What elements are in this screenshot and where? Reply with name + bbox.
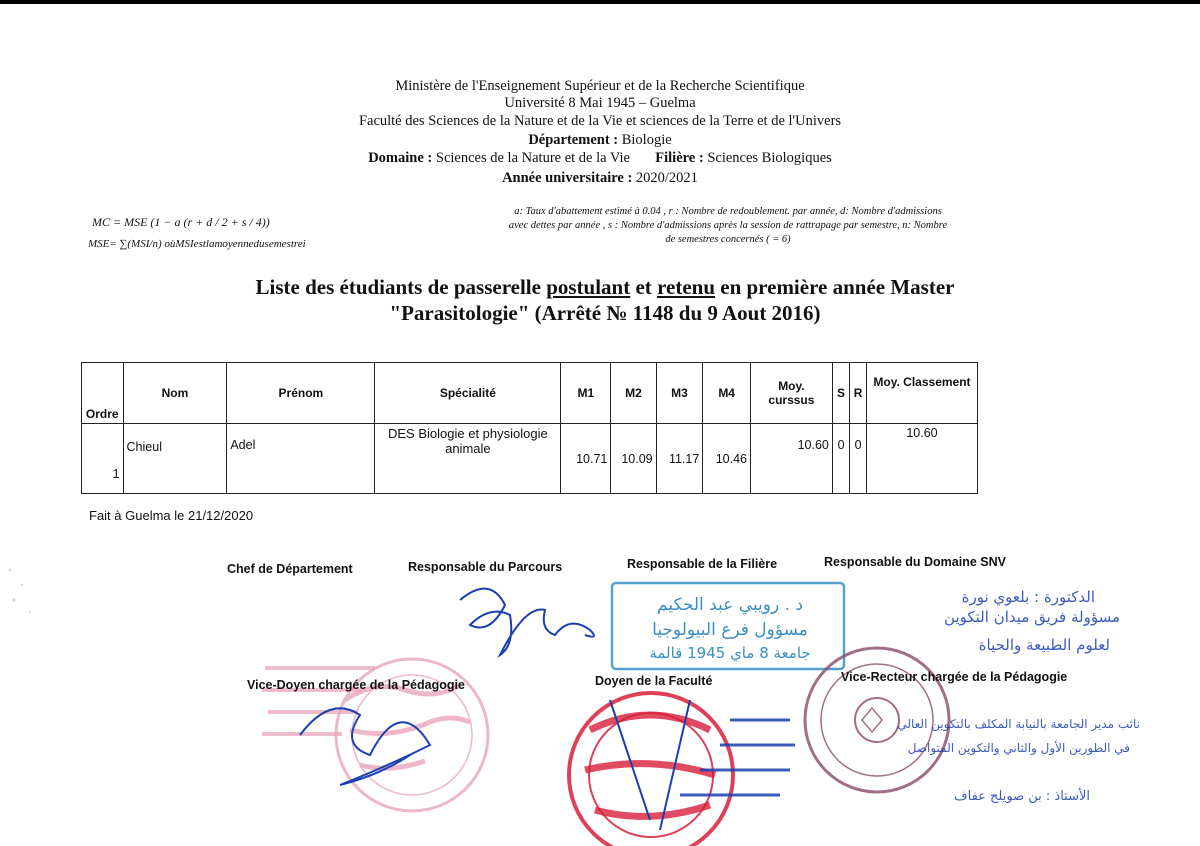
- sig-label-vice-recteur: Vice-Recteur chargée de la Pédagogie: [841, 670, 1068, 684]
- filiere-stamp: [612, 583, 844, 669]
- header-m1: M1: [561, 363, 611, 424]
- domaine-sig-line-1: الدكتورة : بلعوي نورة: [961, 588, 1095, 606]
- cell-m2: 10.09: [611, 424, 656, 494]
- title-part-2: et: [630, 275, 658, 299]
- sig-label-vice-doyen: Vice-Doyen chargée de la Pédagogie: [247, 678, 465, 692]
- doyen-signature-block: [680, 720, 795, 795]
- table-row: [82, 424, 978, 494]
- title-line-1: [0, 274, 1200, 300]
- legend-line-3: de semestres concernés ( = 6): [665, 234, 791, 245]
- ministry-line: Ministère de l'Enseignement Supérieur et de la Recherche Scientifique: [395, 78, 805, 94]
- recteur-sig-line-2: في الطورين الأول والثاني والتكوين المتواصل: [907, 741, 1130, 755]
- title-part-1: Liste des étudiants de passerelle: [255, 275, 547, 299]
- cell-m1: 10.71: [561, 424, 611, 494]
- header-m4: M4: [703, 363, 751, 424]
- sig-label-responsable-domaine: Responsable du Domaine SNV: [824, 555, 1006, 569]
- header-nom: Nom: [123, 363, 227, 424]
- domain-label: Domaine :: [368, 150, 433, 166]
- header-prenom: Prénom: [227, 363, 375, 424]
- scan-noise: [9, 569, 32, 614]
- header-r: R: [850, 363, 867, 424]
- faculty-line: Faculté des Sciences de la Nature et de la Vie et sciences de la Terre et de l'Univers: [358, 113, 842, 129]
- header-moy-cursus: Moy. curssus: [750, 363, 832, 424]
- legend-line-2: avec dettes par année , s : Nombre d'admissions après la session de rattrapage par semestre, n: Nombre: [508, 220, 948, 231]
- header-m3: M3: [656, 363, 703, 424]
- recteur-sig-line-3: الأستاذ : بن صويلح عفاف: [954, 789, 1090, 804]
- domaine-sig-line-3: لعلوم الطبيعة والحياة: [978, 636, 1110, 654]
- department-value: Biologie: [621, 132, 672, 148]
- cell-moy-cursus: 10.60: [750, 424, 832, 494]
- cell-ordre: 1: [82, 424, 124, 494]
- header-specialite: Spécialité: [375, 363, 561, 424]
- year-label: Année universitaire :: [502, 170, 633, 186]
- department-line: [0, 131, 1200, 149]
- year-value: 2020/2021: [635, 170, 698, 186]
- sig-label-responsable-filiere: Responsable de la Filière: [627, 557, 778, 571]
- filiere-stamp-line-2: مسؤول فرع البيولوجيا: [652, 620, 808, 640]
- filiere-value: Sciences Biologiques: [707, 150, 832, 166]
- formula-mc: MC = MSE (1 − a (r + d / 2 + s / 4)): [92, 215, 270, 229]
- parcours-signature: [460, 589, 594, 655]
- filiere-stamp-line-1: د . رويبي عبد الحكيم: [657, 595, 803, 615]
- recteur-sig-line-1: نائب مدير الجامعة بالنيابة المكلف بالتكوين العالي: [897, 717, 1140, 731]
- header-moy-classement: Moy. Classement: [866, 363, 977, 424]
- scan-top-edge: [0, 0, 1200, 4]
- cell-r: 0: [850, 424, 867, 494]
- cell-prenom: Adel: [227, 424, 375, 494]
- header-s: S: [832, 363, 849, 424]
- sig-label-chef-departement: Chef de Département: [227, 562, 353, 576]
- header-ordre: Ordre: [82, 363, 124, 424]
- domaine-signature: [944, 588, 1120, 654]
- cell-nom: Chieul: [123, 424, 227, 494]
- domain-value: Sciences de la Nature et de la Vie: [435, 150, 630, 166]
- title-postulant: postulant: [546, 275, 631, 299]
- cell-s: 0: [832, 424, 849, 494]
- place-date-line: Fait à Guelma le 21/12/2020: [89, 508, 254, 523]
- students-table: [81, 362, 978, 494]
- domaine-sig-line-2: مسؤولة فريق ميدان التكوين: [944, 608, 1120, 626]
- filiere-label: Filière :: [655, 150, 704, 166]
- title-line-2: "Parasitologie" (Arrêté № 1148 du 9 Aout 2016): [389, 301, 821, 325]
- sig-label-doyen: Doyen de la Faculté: [595, 674, 713, 688]
- domain-line: [0, 149, 1200, 167]
- cell-m4: 10.46: [703, 424, 751, 494]
- legend-line-1: a: Taux d'abattement estimé à 0.04 , r : Nombre de redoublement. par année, d: Nombre d'admissions: [514, 206, 942, 217]
- vice-doyen-signature: [300, 708, 430, 785]
- department-label: Département :: [528, 132, 619, 148]
- table-header-row: [82, 363, 978, 424]
- cell-specialite: DES Biologie et physiologie animale: [375, 424, 561, 494]
- cell-moy-classement: 10.60: [866, 424, 977, 494]
- formula-legend: [468, 205, 988, 247]
- cell-m3: 11.17: [656, 424, 703, 494]
- year-line: [0, 169, 1200, 187]
- university-line: Université 8 Mai 1945 – Guelma: [504, 95, 696, 111]
- filiere-stamp-line-3: جامعة 8 ماي 1945 قالمة: [649, 644, 811, 662]
- document-title: [0, 274, 1200, 326]
- title-part-3: en première année Master: [715, 275, 955, 299]
- header-m2: M2: [611, 363, 656, 424]
- title-retenu: retenu: [657, 275, 715, 299]
- sig-label-responsable-parcours: Responsable du Parcours: [408, 560, 563, 574]
- doyen-stamp: [569, 693, 733, 846]
- vice-recteur-signature: [897, 717, 1140, 804]
- formula-mse: MSE= ∑(MSI/n) oùMSIestlamoyennedusemestrei: [88, 238, 306, 250]
